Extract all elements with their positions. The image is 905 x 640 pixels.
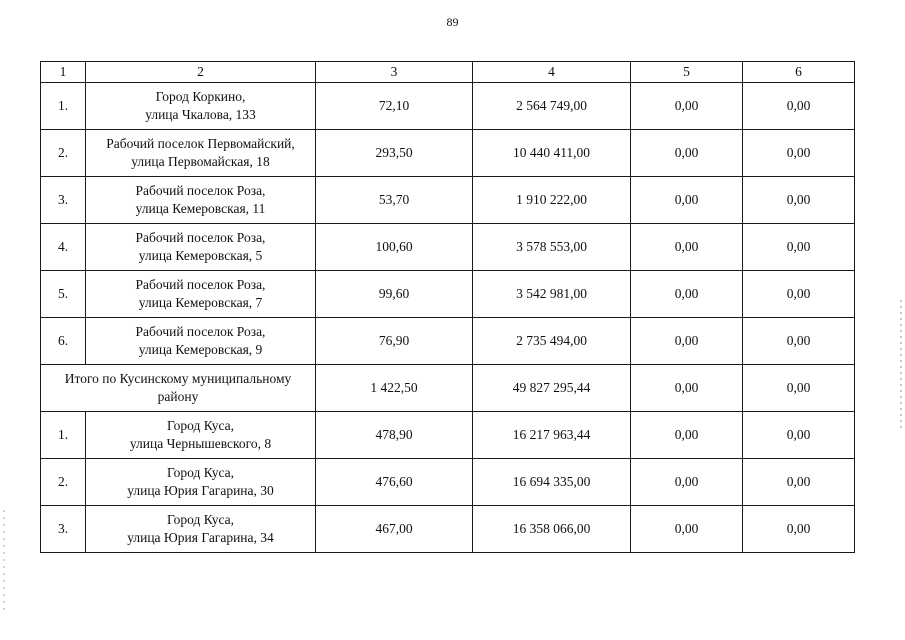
column-header: 6 [743,62,855,83]
address-cell: Рабочий поселок Роза, улица Кемеровская, 7 [86,271,316,318]
sum-cell: 3 578 553,00 [473,224,631,271]
total-area: 1 422,50 [316,365,473,412]
col6-cell: 0,00 [743,318,855,365]
col5-cell: 0,00 [631,177,743,224]
row-number: 2. [41,130,86,177]
address-cell: Город Куса, улица Юрия Гагарина, 34 [86,506,316,553]
row-number: 6. [41,318,86,365]
total-label: Итого по Кусинскому муниципальному району [41,365,316,412]
col5-cell: 0,00 [631,224,743,271]
row-number: 1. [41,83,86,130]
page-number: 89 [446,15,459,29]
total-row [41,365,855,412]
sum-cell: 16 694 335,00 [473,459,631,506]
address-cell: Рабочий поселок Роза, улица Кемеровская, 11 [86,177,316,224]
col5-cell: 0,00 [631,506,743,553]
table-row [41,506,855,553]
sum-cell: 16 358 066,00 [473,506,631,553]
table-row [41,83,855,130]
table-row [41,271,855,318]
sum-cell: 10 440 411,00 [473,130,631,177]
address-cell: Рабочий поселок Роза, улица Кемеровская, 5 [86,224,316,271]
col6-cell: 0,00 [743,83,855,130]
row-number: 5. [41,271,86,318]
address-cell: Город Куса, улица Чернышевского, 8 [86,412,316,459]
column-numbers-row [41,62,855,83]
sum-cell: 2 564 749,00 [473,83,631,130]
table-row [41,318,855,365]
area-cell: 76,90 [316,318,473,365]
area-cell: 53,70 [316,177,473,224]
row-number: 3. [41,177,86,224]
area-cell: 476,60 [316,459,473,506]
column-header: 1 [41,62,86,83]
row-number: 2. [41,459,86,506]
sum-cell: 3 542 981,00 [473,271,631,318]
address-cell: Рабочий поселок Роза, улица Кемеровская, 9 [86,318,316,365]
col6-cell: 0,00 [743,224,855,271]
sum-cell: 2 735 494,00 [473,318,631,365]
table-row [41,224,855,271]
address-cell: Город Куса, улица Юрия Гагарина, 30 [86,459,316,506]
table-row [41,412,855,459]
area-cell: 72,10 [316,83,473,130]
address-cell: Рабочий поселок Первомайский, улица Первомайская, 18 [86,130,316,177]
column-header: 3 [316,62,473,83]
table-row [41,130,855,177]
address-cell: Город Коркино, улица Чкалова, 133 [86,83,316,130]
table-row [41,177,855,224]
col5-cell: 0,00 [631,318,743,365]
col6-cell: 0,00 [743,177,855,224]
area-cell: 293,50 [316,130,473,177]
col6-cell: 0,00 [743,459,855,506]
area-cell: 100,60 [316,224,473,271]
total-col5: 0,00 [631,365,743,412]
table-row [41,459,855,506]
sum-cell: 1 910 222,00 [473,177,631,224]
column-header: 5 [631,62,743,83]
row-number: 1. [41,412,86,459]
row-number: 3. [41,506,86,553]
column-header: 4 [473,62,631,83]
data-table [40,61,855,553]
scan-edge-artifact [900,300,902,430]
sum-cell: 16 217 963,44 [473,412,631,459]
total-sum: 49 827 295,44 [473,365,631,412]
col5-cell: 0,00 [631,412,743,459]
col6-cell: 0,00 [743,412,855,459]
col6-cell: 0,00 [743,506,855,553]
col6-cell: 0,00 [743,271,855,318]
col5-cell: 0,00 [631,271,743,318]
area-cell: 99,60 [316,271,473,318]
column-header: 2 [86,62,316,83]
area-cell: 467,00 [316,506,473,553]
col5-cell: 0,00 [631,83,743,130]
row-number: 4. [41,224,86,271]
col5-cell: 0,00 [631,459,743,506]
total-col6: 0,00 [743,365,855,412]
col6-cell: 0,00 [743,130,855,177]
scan-edge-artifact [3,510,5,610]
area-cell: 478,90 [316,412,473,459]
col5-cell: 0,00 [631,130,743,177]
